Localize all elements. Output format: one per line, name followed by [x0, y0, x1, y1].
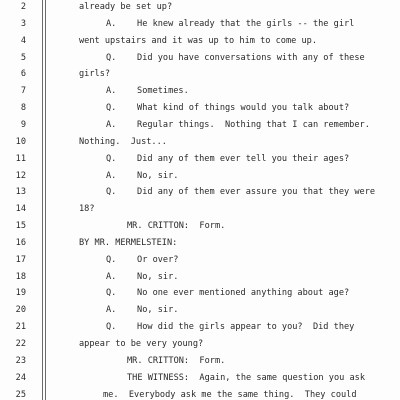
line-text: Q. Did any of them ever tell you their ages?: [106, 153, 350, 164]
transcript-line: [0, 83, 400, 100]
line-text: Nothing. Just...: [79, 136, 167, 147]
transcript-line: [0, 100, 400, 117]
line-number: 10: [15, 136, 26, 147]
line-number: 11: [15, 153, 26, 164]
line-number: 25: [15, 389, 26, 400]
line-text: Q. Did you have conversations with any of these: [106, 52, 365, 63]
line-text: 18?: [79, 204, 95, 215]
line-text: Q. What kind of things would you talk about?: [106, 103, 350, 114]
line-number: 7: [20, 86, 26, 97]
transcript-line: [0, 184, 400, 201]
line-number: 6: [20, 69, 26, 80]
transcript-line: [0, 168, 400, 185]
line-number: 14: [15, 204, 26, 215]
transcript-line: [0, 370, 400, 387]
line-number: 12: [15, 170, 26, 181]
transcript-line: [0, 353, 400, 370]
line-text: A. Regular things. Nothing that I can remember.: [106, 119, 370, 130]
line-number: 24: [15, 372, 26, 383]
transcript-line: [0, 201, 400, 218]
line-text: MR. CRITTON: Form.: [127, 221, 226, 232]
line-number: 17: [15, 254, 26, 265]
line-text: A. Sometimes.: [106, 86, 189, 97]
line-number: 22: [15, 339, 26, 349]
transcript-line: [0, 33, 400, 50]
transcript-line: [0, 0, 400, 16]
transcript-line: [0, 252, 400, 269]
transcript-line: [0, 50, 400, 67]
line-number: 4: [20, 35, 26, 46]
transcript-line: [0, 117, 400, 134]
line-text: girls?: [79, 69, 111, 80]
line-text: went upstairs and it was up to him to come up.: [79, 35, 317, 46]
line-number: 5: [20, 52, 26, 63]
transcript-line: [0, 319, 400, 336]
line-text: Q. No one ever mentioned anything about age?: [106, 288, 350, 299]
line-text: Q. How did the girls appear to you? Did they: [106, 322, 355, 333]
line-number: 8: [20, 103, 26, 114]
transcript-line: [0, 387, 400, 400]
line-text: BY MR. MERMELSTEIN:: [79, 237, 178, 248]
line-number: 3: [20, 18, 26, 29]
line-text: A. No, sir.: [106, 271, 179, 282]
line-number: 9: [20, 119, 26, 130]
line-text: already be set up?: [79, 2, 173, 12]
transcript-line: [0, 134, 400, 151]
transcript-line: [0, 151, 400, 168]
transcript-line: [0, 269, 400, 286]
line-text: Q. Did any of them ever assure you that they were: [106, 187, 376, 198]
transcript-line: [0, 336, 400, 353]
line-number: 19: [15, 288, 26, 299]
line-text: MR. CRITTON: Form.: [127, 355, 226, 366]
line-text: A. No, sir.: [106, 305, 179, 316]
transcript-line: [0, 302, 400, 319]
line-number: 2: [20, 2, 26, 12]
transcript-line: [0, 16, 400, 33]
line-number: 16: [15, 237, 26, 248]
line-number: 18: [15, 271, 26, 282]
transcript-line: [0, 285, 400, 302]
transcript-line: [0, 218, 400, 235]
line-number: 23: [15, 355, 26, 366]
transcript-line: [0, 66, 400, 83]
line-text: A. He knew already that the girls -- the girl: [106, 18, 355, 29]
line-number: 20: [15, 305, 26, 316]
line-text: Q. Or over?: [106, 254, 179, 265]
line-number: 15: [15, 221, 26, 232]
line-number: 13: [15, 187, 26, 198]
line-text: THE WITNESS: Again, the same question you ask: [127, 372, 365, 383]
line-text: me. Everybody ask me the same thing. They could: [103, 389, 357, 400]
transcript-line: [0, 235, 400, 252]
line-number: 21: [15, 322, 26, 333]
line-text: appear to be very young?: [79, 339, 204, 349]
line-text: A. No, sir.: [106, 170, 179, 181]
